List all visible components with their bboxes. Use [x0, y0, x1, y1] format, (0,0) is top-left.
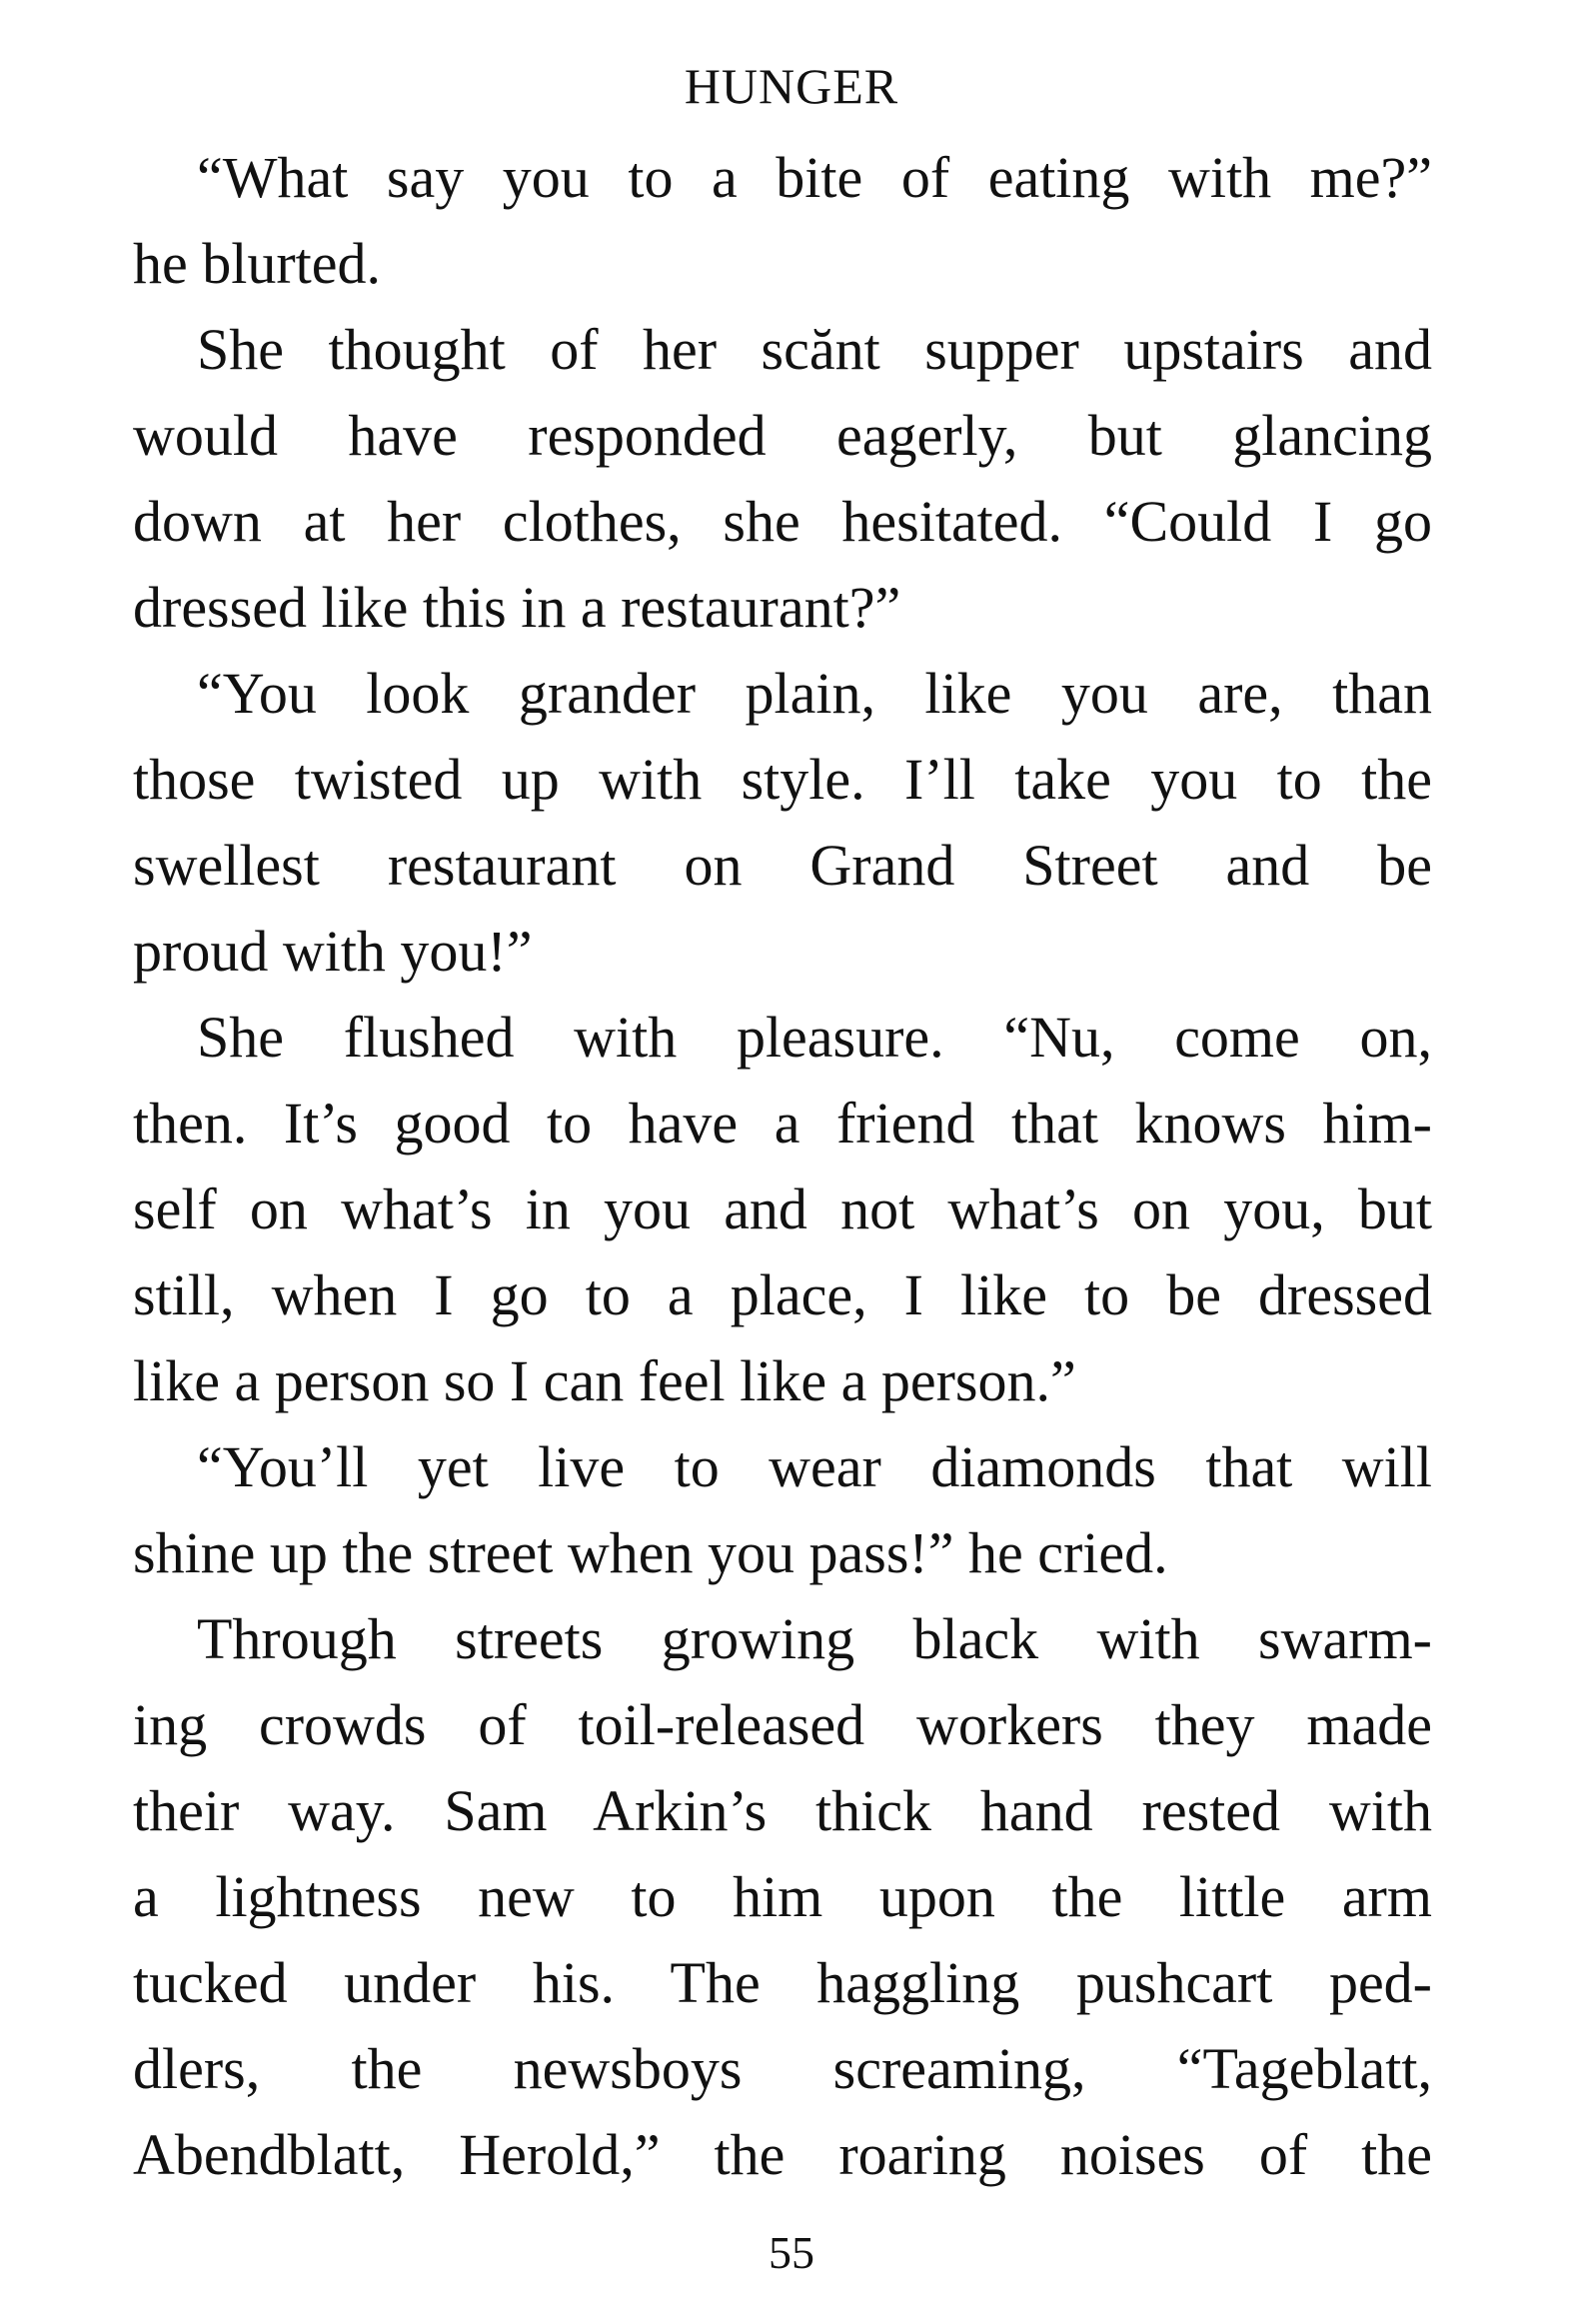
text-line: ing crowds of toil-released workers they made [133, 1692, 1432, 1757]
text-line: like a person so I can feel like a person.” [133, 1348, 1076, 1413]
text-line: then. It’s good to have a friend that knows him- [133, 1091, 1432, 1156]
text-line: “You’ll yet live to wear diamonds that will [197, 1434, 1432, 1499]
body-text [133, 135, 1432, 2198]
text-line: their way. Sam Arkin’s thick hand rested with [133, 1778, 1432, 1843]
running-head: HUNGER [684, 58, 899, 114]
page-number: 55 [769, 2227, 814, 2278]
text-line: would have responded eagerly, but glancing [133, 403, 1432, 468]
text-line: tucked under his. The haggling pushcart ped- [133, 1950, 1432, 2015]
text-line: a lightness new to him upon the little arm [133, 1864, 1432, 1929]
text-line: he blurted. [133, 231, 382, 296]
text-line: those twisted up with style. I’ll take you to the [133, 747, 1432, 812]
text-line: still, when I go to a place, I like to be dressed [133, 1262, 1432, 1327]
text-line: “What say you to a bite of eating with me?” [197, 145, 1432, 210]
text-line: She flushed with pleasure. “Nu, come on, [197, 1005, 1432, 1070]
text-line: down at her clothes, she hesitated. “Could I go [133, 489, 1432, 554]
text-line: swellest restaurant on Grand Street and be [133, 833, 1432, 898]
text-line: Through streets growing black with swarm- [197, 1606, 1432, 1671]
text-line: proud with you!” [133, 919, 533, 984]
text-line: shine up the street when you pass!” he cried. [133, 1520, 1168, 1585]
text-line: Abendblatt, Herold,” the roaring noises of the [133, 2122, 1432, 2187]
text-line: “You look grander plain, like you are, than [197, 661, 1432, 726]
text-line: self on what’s in you and not what’s on you, but [133, 1176, 1432, 1241]
text-line: dlers, the newsboys screaming, “Tageblatt, [133, 2036, 1432, 2101]
text-line: She thought of her scănt supper upstairs and [197, 317, 1432, 382]
text-line: dressed like this in a restaurant?” [133, 575, 901, 640]
